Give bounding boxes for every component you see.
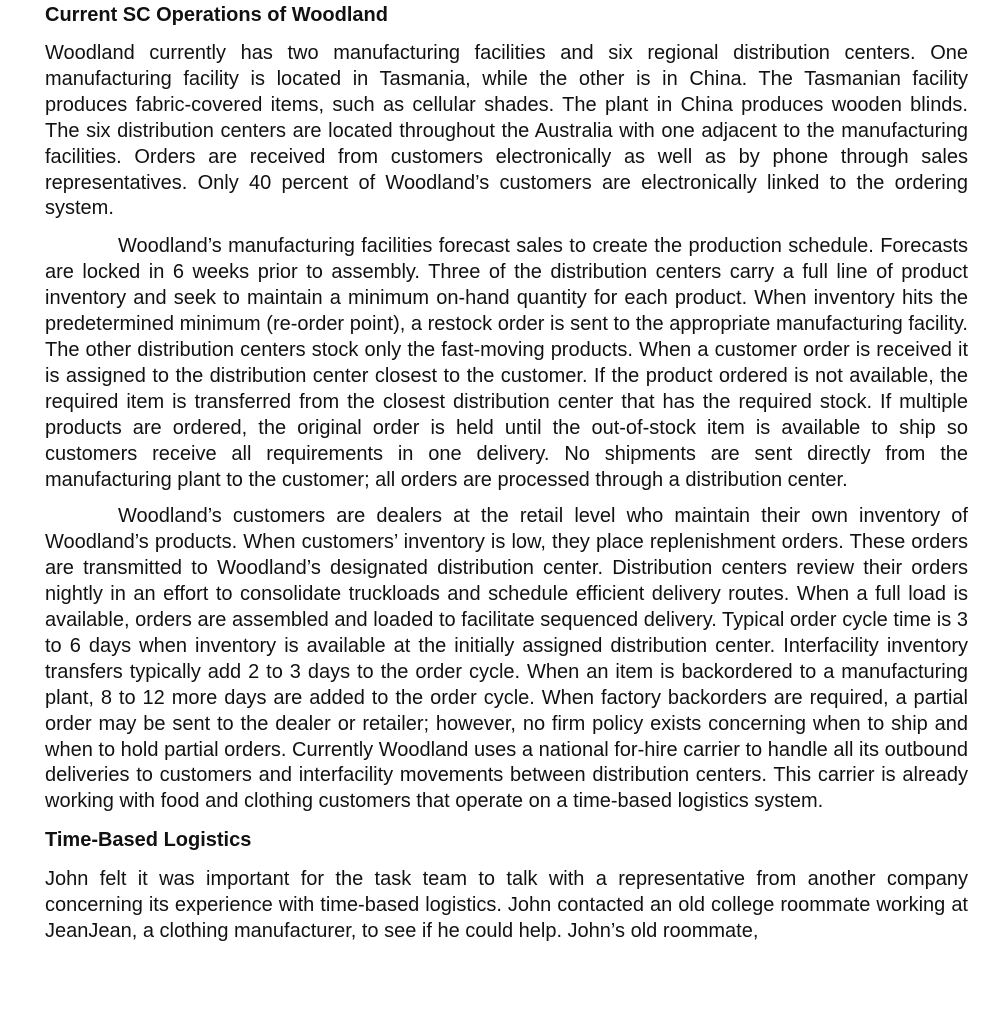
section-heading-current-sc-operations: Current SC Operations of Woodland xyxy=(45,4,388,26)
paragraph-customers-order-cycle: Woodland’s customers are dealers at the retail level who maintain their own inventory of Woodland’s products. When customers’ inventory is low, they place replenishment orders. These orders are transmitted to Woodland’s designated distribution center. Distribution centers review their orders nightly in an effort to consolidate truckloads and schedule efficient delivery routes. When a full load is available, orders are assembled and loaded to facilitate sequenced delivery. Typical order cycle time is 3 to 6 days when inventory is available at the initially assigned distribution center. Interfacility inventory transfers typically add 2 to 3 days to the order cycle. When an item is backordered to a manufacturing plant, 8 to 12 more days are added to the order cycle. When factory backorders are required, a partial order may be sent to the dealer or retailer; however, no firm policy exists concerning when to ship and when to hold partial orders. Currently Woodland uses a national for-hire carrier to handle all its outbound deliveries to customers and interfacility movements between distribution centers. This carrier is already working with food and clothing customers that operate on a time-based logistics system. xyxy=(45,505,968,813)
document-page xyxy=(45,2,968,945)
paragraph-forecasting-inventory: Woodland’s manufacturing facilities forecast sales to create the production schedule. Forecasts are locked in 6 weeks prior to assembly. Three of the distribution centers carry a full line of product inventory and seek to maintain a minimum on-hand quantity for each product. When inventory hits the predetermined minimum (re-order point), a restock order is sent to the appropriate manufacturing facility. The other distribution centers stock only the fast-moving products. When a customer order is received it is assigned to the distribution center closest to the customer. If the product ordered is not available, the required item is transferred from the closest distribution center that has the required stock. If multiple products are ordered, the original order is held until the out-of-stock item is available to ship so customers receive all requirements in one delivery. No shipments are sent directly from the manufacturing plant to the customer; all orders are processed through a distribution center. xyxy=(45,235,968,491)
paragraph-time-based-logistics: John felt it was important for the task team to talk with a representative from another company concerning its experience with time-based logistics. John contacted an old college roommate working at JeanJean, a clothing manufacturer, to see if he could help. John’s old roommate, xyxy=(45,868,968,943)
paragraph-facilities-overview: Woodland currently has two manufacturing facilities and six regional distribution centers. One manufacturing facility is located in Tasmania, while the other is in China. The Tasmanian facility produces fabric-covered items, such as cellular shades. The plant in China produces wooden blinds. The six distribution centers are located throughout the Australia with one adjacent to the manufacturing facilities. Orders are received from customers electronically as well as by phone through sales representatives. Only 40 percent of Woodland’s customers are electronically linked to the ordering system. xyxy=(45,42,968,220)
section-heading-time-based-logistics: Time-Based Logistics xyxy=(45,829,252,852)
